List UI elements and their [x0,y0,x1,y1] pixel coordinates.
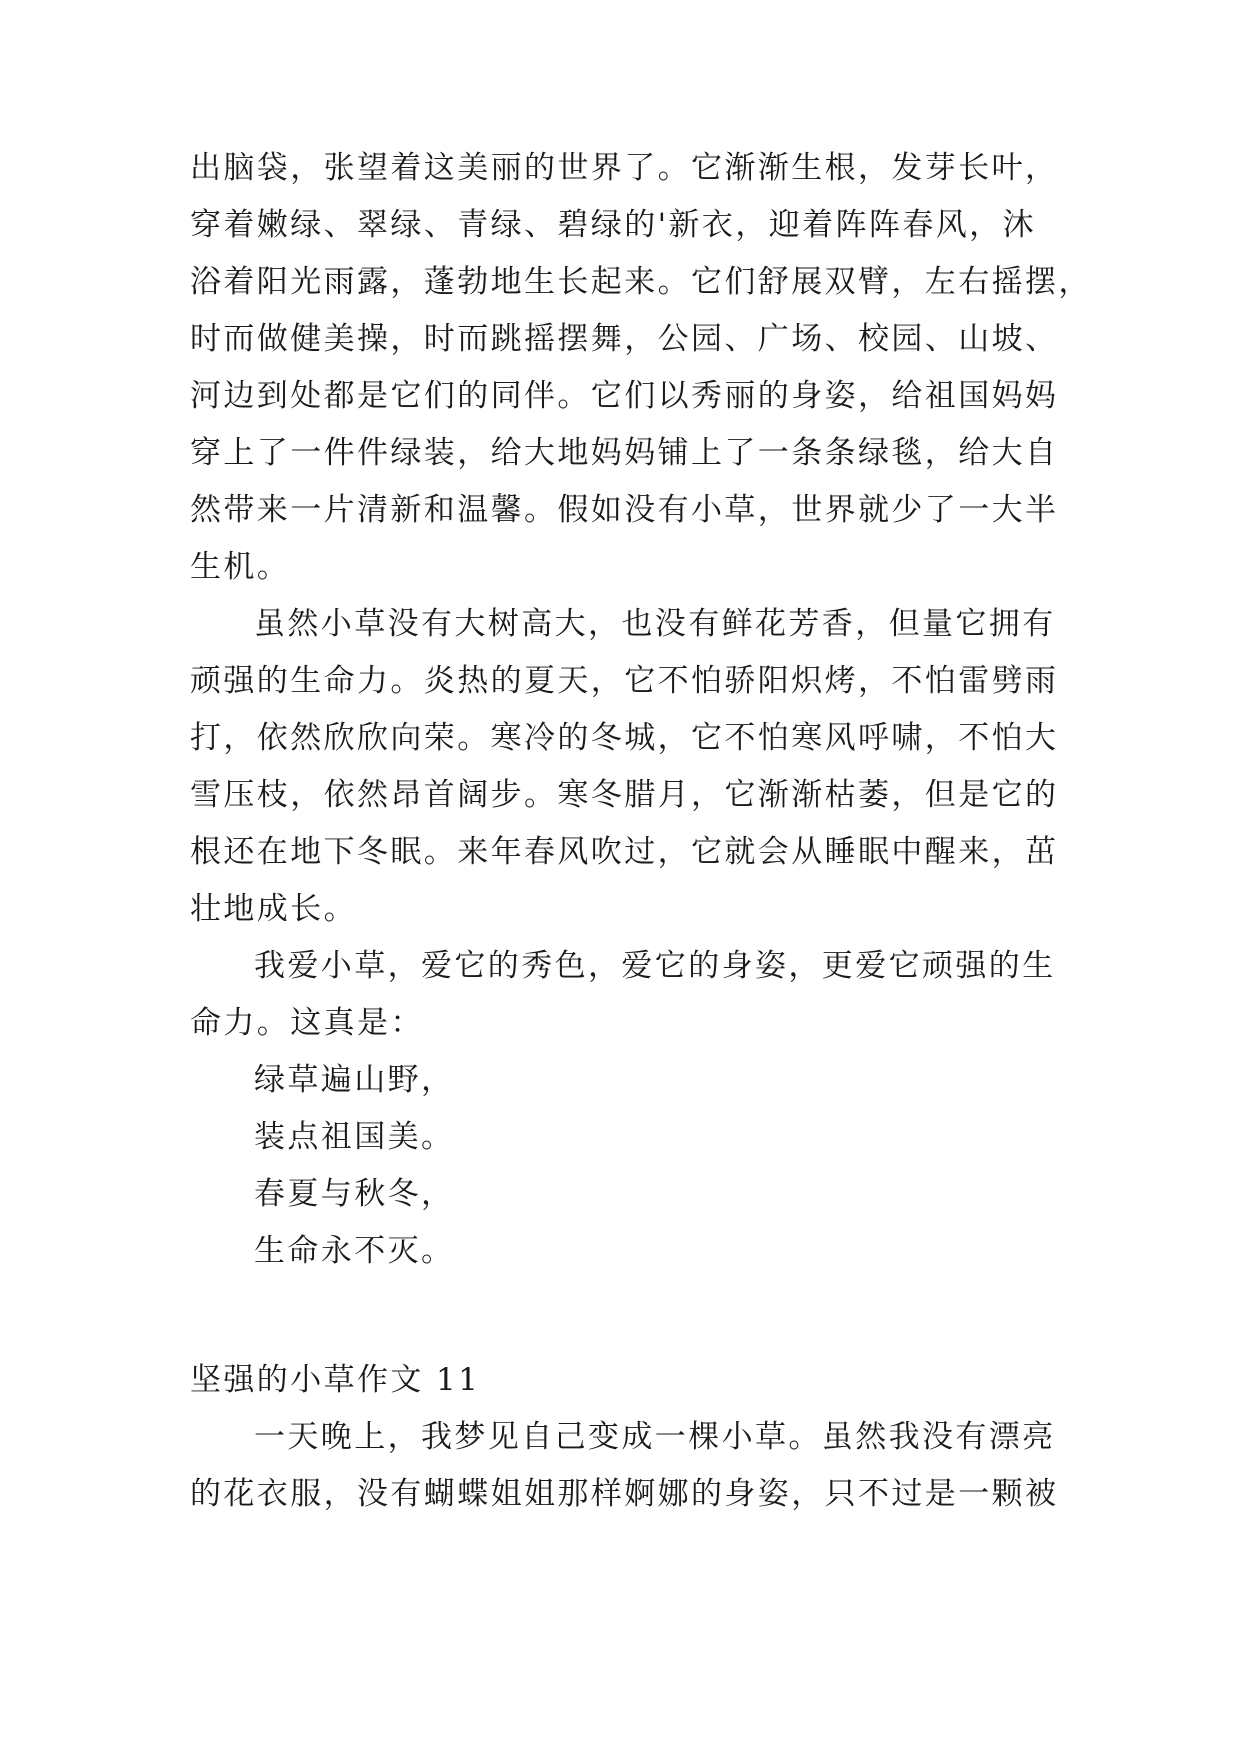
poem-line: 春夏与秋冬， [254,1176,455,1212]
paragraph-line: 河边到处都是它们的同伴。它们以秀丽的身姿，给祖国妈妈 [190,378,1059,414]
paragraph-line: 命力。这真是： [190,1005,424,1041]
paragraph-line: 顽强的生命力。炎热的夏天，它不怕骄阳炽烤，不怕雷劈雨 [190,663,1059,699]
paragraph-line: 穿上了一件件绿装，给大地妈妈铺上了一条条绿毯，给大自 [190,435,1059,471]
paragraph-line: 穿着嫩绿、翠绿、青绿、碧绿的'新衣，迎着阵阵春风，沐 [190,207,1036,243]
paragraph-line: 生机。 [190,549,291,585]
paragraph-line: 一天晚上，我梦见自己变成一棵小草。虽然我没有漂亮 [254,1419,1056,1455]
paragraph-line: 虽然小草没有大树高大，也没有鲜花芳香，但量它拥有 [254,606,1056,642]
poem-line: 装点祖国美。 [254,1119,455,1155]
paragraph-line: 壮地成长。 [190,891,357,927]
poem-line: 生命永不灭。 [254,1233,455,1269]
section-title: 坚强的小草作文 11 [190,1362,481,1398]
paragraph-line: 根还在地下冬眠。来年春风吹过，它就会从睡眠中醒来，茁 [190,834,1059,870]
paragraph-line: 时而做健美操，时而跳摇摆舞，公园、广场、校园、山坡、 [190,321,1059,357]
paragraph-line: 浴着阳光雨露，蓬勃地生长起来。它们舒展双臂，左右摇摆， [190,264,1092,300]
paragraph-line: 然带来一片清新和温馨。假如没有小草，世界就少了一大半 [190,492,1059,528]
poem-line: 绿草遍山野， [254,1062,455,1098]
paragraph-line: 出脑袋，张望着这美丽的世界了。它渐渐生根，发芽长叶， [190,150,1059,186]
paragraph-line: 的花衣服，没有蝴蝶姐姐那样婀娜的身姿，只不过是一颗被 [190,1476,1059,1512]
paragraph-line: 打，依然欣欣向荣。寒冷的冬城，它不怕寒风呼啸，不怕大 [190,720,1059,756]
paragraph-line: 雪压枝，依然昂首阔步。寒冬腊月，它渐渐枯萎，但是它的 [190,777,1059,813]
paragraph-line: 我爱小草，爱它的秀色，爱它的身姿，更爱它顽强的生 [254,948,1056,984]
